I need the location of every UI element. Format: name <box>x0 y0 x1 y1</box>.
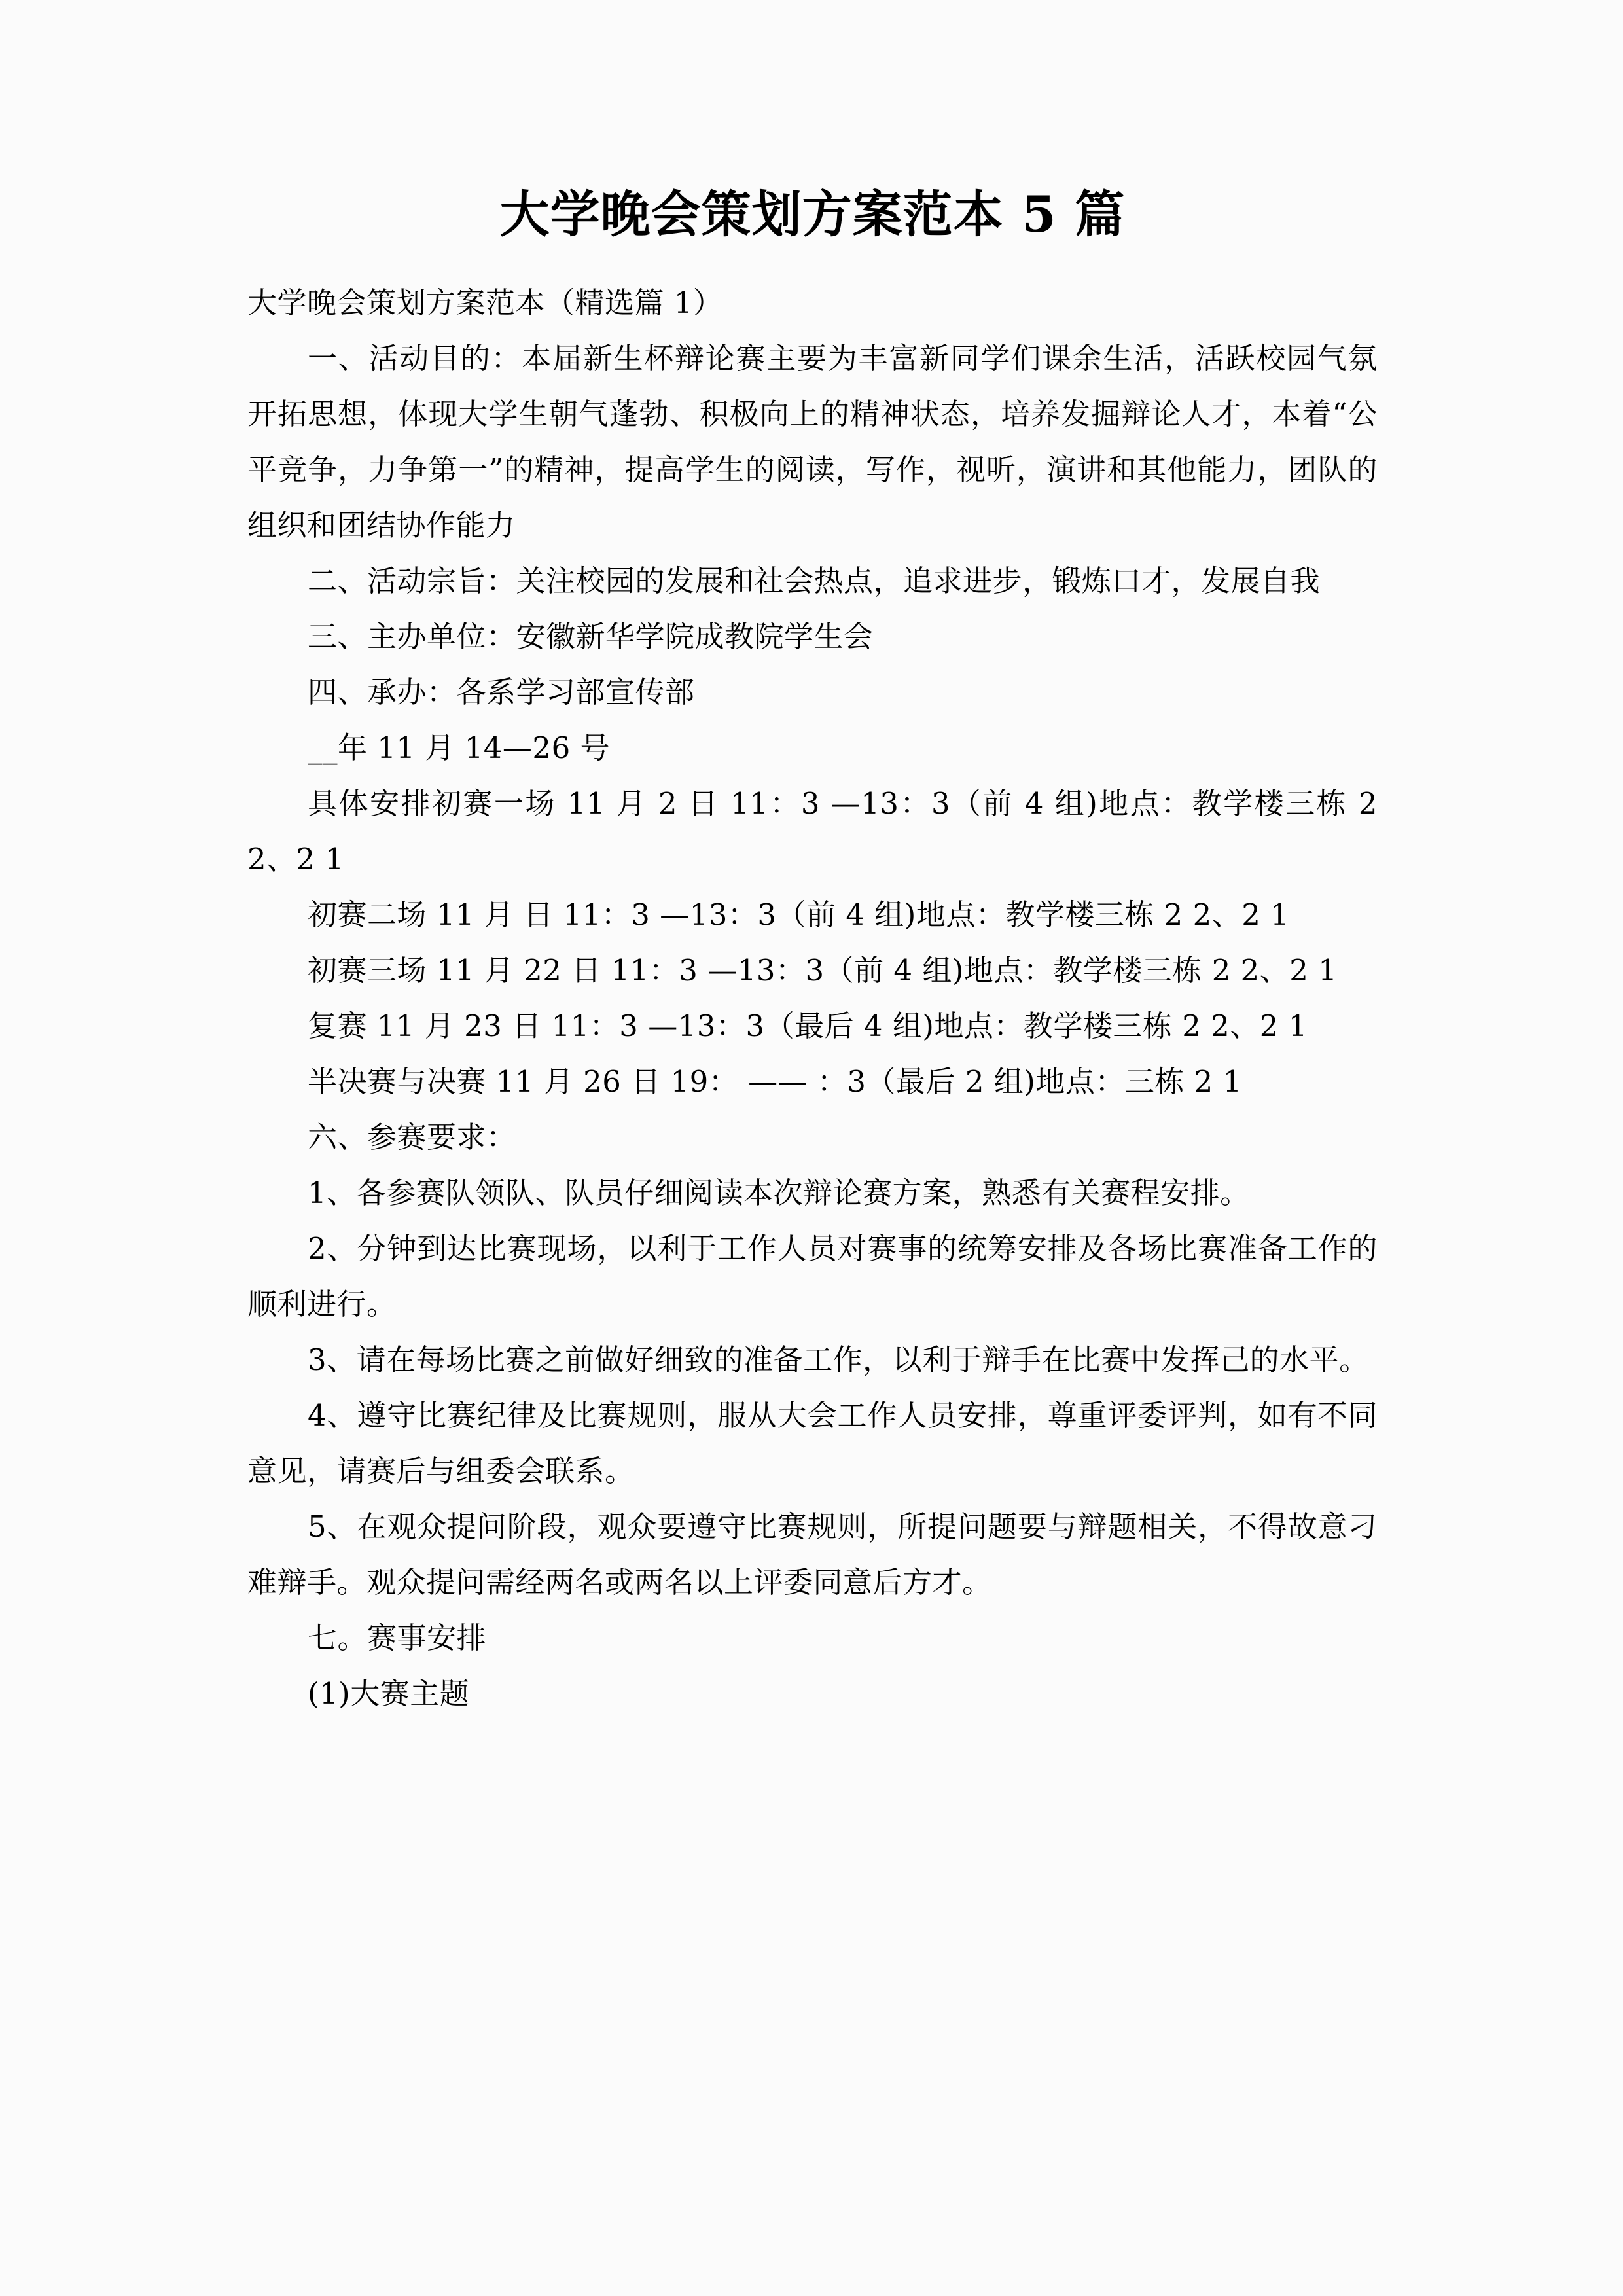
paragraph-schedule-prelim-3: 初赛三场 11 月 22 日 11：3 —13：3（前 4 组)地点：教学楼三栋 2 2、2 1 <box>308 952 1338 988</box>
paragraph-schedule-prelim-1: 具体安排初赛一场 11 月 2 日 11：3 —13：3（前 4 组)地点：教学楼三栋 2 2、2 1 <box>247 785 1378 876</box>
paragraph-requirement-4: 4、遵守比赛纪律及比赛规则，服从大会工作人员安排，尊重评委评判，如有不同意见，请赛后与组委会联系。 <box>247 1397 1378 1488</box>
paragraph-organizer: 三、主办单位：安徽新华学院成教院学生会 <box>308 619 874 654</box>
paragraph-schedule-prelim-2: 初赛二场 11 月 日 11：3 —13：3（前 4 组)地点：教学楼三栋 2 2、2 1 <box>308 897 1290 932</box>
paragraph-activity-aim: 二、活动宗旨：关注校园的发展和社会热点，追求进步，锻炼口才，发展自我 <box>308 563 1321 598</box>
paragraph-activity-purpose: 一、活动目的：本届新生杯辩论赛主要为丰富新同学们课余生活，活跃校园气氛开拓思想，体现大学生朝气蓬勃、积极向上的精神状态，培养发掘辩论人才，本着“公平竞争，力争第一”的精神，提高学生的阅读，写作，视听，演讲和其他能力，团队的组织和团结协作能力 <box>247 340 1378 543</box>
paragraph-requirement-2: 2、分钟到达比赛现场，以利于工作人员对赛事的统筹安排及各场比赛准备工作的顺利进行。 <box>247 1230 1378 1321</box>
paragraph-requirement-5: 5、在观众提问阶段，观众要遵守比赛规则，所提问题要与辩题相关，不得故意刁难辩手。观众提问需经两名或两名以上评委同意后方才。 <box>247 1509 1378 1600</box>
paragraph-event-arrangement-heading: 七。赛事安排 <box>308 1620 487 1655</box>
paragraph-schedule-rematch: 复赛 11 月 23 日 11：3 —13：3（最后 4 组)地点：教学楼三栋 2 2、2 1 <box>308 1008 1308 1043</box>
paragraph-date-range: __年 11 月 14—26 号 <box>308 730 610 765</box>
paragraph-requirement-1: 1、各参赛队领队、队员仔细阅读本次辩论赛方案，熟悉有关赛程安排。 <box>308 1175 1250 1210</box>
paragraph-event-theme: (1)大赛主题 <box>308 1676 470 1711</box>
paragraph-schedule-semifinal-final: 半决赛与决赛 11 月 26 日 19： —— ：3（最后 2 组)地点：三栋 2 1 <box>308 1064 1242 1099</box>
page-title: 大学晚会策划方案范本 5 篇 <box>499 185 1126 243</box>
document-body <box>247 0 1378 1721</box>
paragraph-requirement-3: 3、请在每场比赛之前做好细致的准备工作，以利于辩手在比赛中发挥己的水平。 <box>308 1342 1369 1377</box>
paragraph-requirements-heading: 六、参赛要求： <box>308 1119 516 1155</box>
document-subtitle: 大学晚会策划方案范本（精选篇 1） <box>247 285 723 320</box>
paragraph-host-department: 四、承办：各系学习部宣传部 <box>308 674 695 709</box>
